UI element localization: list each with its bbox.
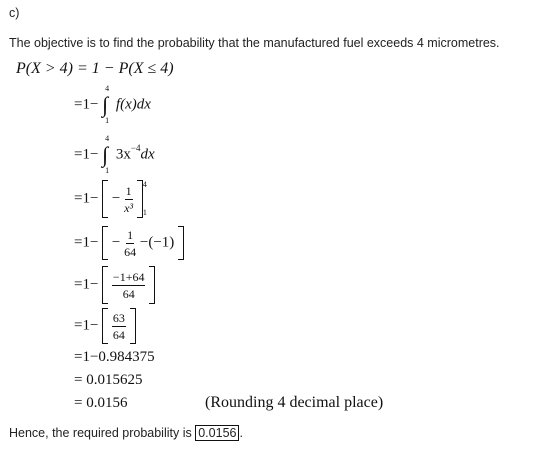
right-bracket — [149, 266, 155, 304]
integral-lower: 1 — [105, 116, 110, 125]
denominator: 64 — [122, 286, 135, 301]
integral-upper: 4 — [105, 134, 110, 143]
conclusion — [9, 426, 243, 440]
denominator: x³ — [124, 200, 134, 215]
numerator: 1 — [125, 183, 132, 198]
step-3-minus: − — [111, 190, 121, 207]
step-7: =1−0.984375 — [74, 349, 155, 365]
denominator: 64 — [124, 244, 137, 259]
step-4 — [74, 226, 184, 260]
left-bracket — [102, 180, 108, 218]
left-bracket — [102, 226, 108, 260]
integral-sign: ∫ 4 1 — [102, 134, 110, 175]
step-9: = 0.0156 — [74, 395, 128, 411]
right-bracket — [178, 226, 184, 260]
left-bracket — [102, 308, 108, 344]
step-2 — [74, 134, 155, 175]
right-bracket — [130, 308, 136, 344]
answer-tail: . — [239, 426, 243, 440]
conclusion-text: Hence, the required probability is — [9, 426, 192, 440]
rounding-note: (Rounding 4 decimal place) — [205, 394, 384, 411]
objective-text: The objective is to find the probability that the manufactured fuel exceeds 4 micrometres. — [9, 36, 500, 50]
step-6-prefix: =1− — [74, 317, 99, 334]
eval-lower: 1 — [142, 208, 147, 217]
step-4-prefix: =1− — [74, 234, 99, 251]
step-3-prefix: =1− — [74, 190, 99, 207]
step-5-prefix: =1− — [74, 276, 99, 293]
fraction — [112, 312, 126, 341]
numerator: 1 — [127, 227, 134, 242]
integral-upper: 4 — [105, 84, 110, 93]
step-6 — [74, 308, 136, 344]
numerator: 63 — [112, 310, 125, 325]
step-4-minus: − — [111, 234, 121, 251]
step-1-body: f(x)dx — [115, 96, 151, 113]
step-2-dx: dx — [140, 146, 155, 163]
left-bracket — [102, 266, 108, 304]
denominator: 64 — [112, 327, 125, 342]
step-0: P(X > 4) = 1 − P(X ≤ 4) — [16, 60, 174, 77]
step-1-prefix: =1− — [74, 96, 99, 113]
step-1 — [74, 84, 151, 125]
step-8: = 0.015625 — [74, 372, 143, 388]
step-2-prefix: =1− — [74, 146, 99, 163]
integral-lower: 1 — [105, 166, 110, 175]
step-4-tail: −(−1) — [139, 234, 175, 251]
step-2-exponent: −4 — [130, 143, 141, 154]
step-3 — [74, 180, 147, 218]
part-label: c) — [9, 6, 20, 20]
step-5 — [74, 266, 155, 304]
eval-upper: 4 — [142, 180, 147, 189]
numerator: −1+64 — [112, 269, 145, 284]
integral-sign: ∫ 4 1 — [102, 84, 110, 125]
answer-box: 0.0156 — [195, 425, 239, 441]
fraction — [124, 185, 133, 214]
fraction — [112, 271, 146, 300]
step-2-body: 3x — [115, 146, 131, 163]
fraction — [124, 229, 136, 258]
